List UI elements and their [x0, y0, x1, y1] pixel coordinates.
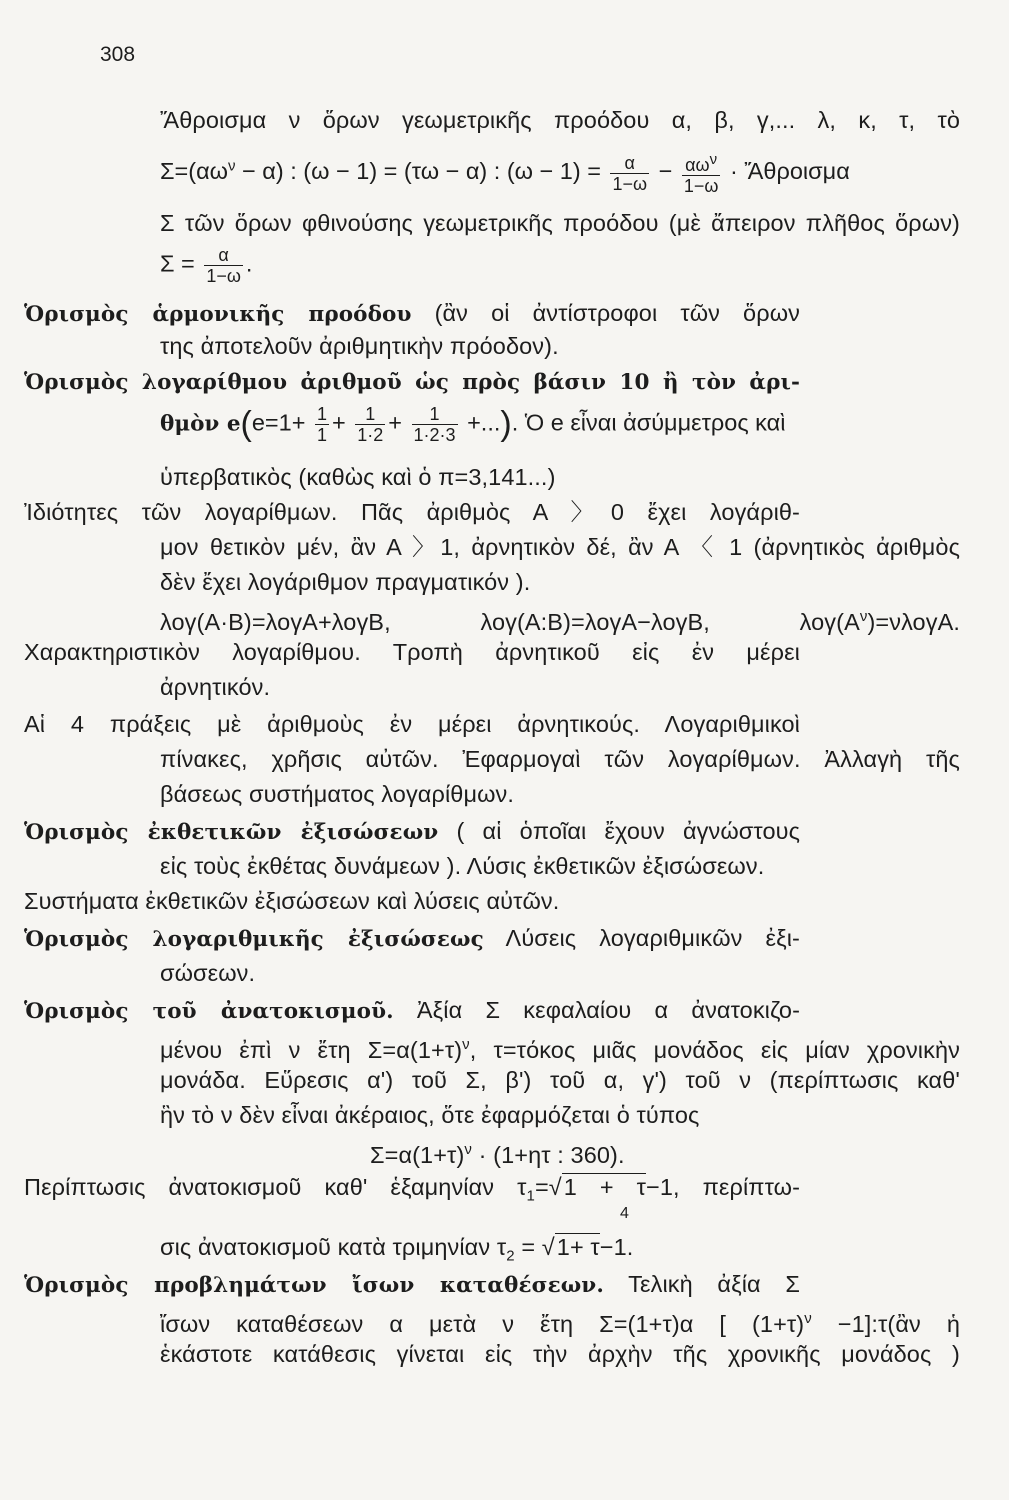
text-line-33: ἑκάστοτε κατάθεσις γίνεται εἰς τὴν ἀρχὴν τῆς χρονικῆς μονάδος )	[160, 1341, 960, 1367]
text-line-5: Ὁρισμὸς ἁρμονικῆς προόδου (ἂν οἱ ἀντίστροφοι τῶν ὅρων	[24, 300, 800, 327]
formula-infinite-sum: Σ = $\frac{\alpha}{1-\omega}$ .	[160, 245, 253, 286]
text-line-26: μονάδα. Εὕρεσις α') τοῦ Σ, β') τοῦ α, γ') τοῦ ν (περίπτωσις καθ'	[160, 1067, 960, 1093]
fraction-a-over-1-minus-w: $\frac{\alpha}{1-\omega}$	[612, 152, 648, 194]
fraction-1-over-1: $\frac{1}{1}$	[316, 404, 327, 445]
text-line-23: σώσεων.	[160, 960, 256, 986]
root-index-4: 4	[620, 1205, 629, 1222]
text-line-30: σις ἀνατοκισμοῦ κατὰ τριμηνίαν $\tau_2 = √1+ \tau-1$.	[160, 1234, 634, 1265]
text-line-3: Σ τῶν ὅρων φθινούσης γεωμετρικῆς προόδου (μὲ ἄπειρον πλῆθος ὅρων)	[160, 210, 960, 236]
text-line-22: Ὁρισμὸς λογαριθμικῆς ἐξισώσεως Λύσεις λογαριθμικῶν ἐξι-	[24, 925, 800, 952]
text-line-25: μένου ἐπὶ ν ἔτη $\Sigma=\alpha(1+\tau)^\nu$, τ=τόκος μιᾶς μονάδος εἰς μίαν χρονικὴν	[160, 1036, 961, 1063]
text-line-18: βάσεως συστήματος λογαρίθμων.	[160, 781, 515, 807]
text-line-17: πίνακες, χρῆσις αὐτῶν. Ἐφαρμογαὶ τῶν λογαρίθμων. Ἀλλαγὴ τῆς	[160, 746, 960, 772]
formula-compound-interest-fractional: $\Sigma=\alpha(1+\tau)^\nu \cdot (1+\eta\tau$ : 360).	[370, 1141, 625, 1168]
text-line-20: εἰς τοὺς ἐκθέτας δυνάμεων ). Λύσις ἐκθετικῶν ἐξισώσεων.	[160, 853, 765, 879]
page-number: 308	[100, 43, 136, 66]
text-line-31: Ὁρισμὸς προβλημάτων ἴσων καταθέσεων. Τελικὴ ἀξία Σ	[24, 1271, 800, 1298]
fraction-awn-over-1-minus-w: $\frac{\alpha\omega^\nu}{1-\omega}$	[683, 151, 719, 196]
heading-harmonic-progression: Ὁρισμὸς ἁρμονικῆς προόδου	[24, 302, 412, 327]
text-line-10: Ἰδιότητες τῶν λογαρίθμων. Πᾶς ἀριθμὸς Α 〉0 ἔχει λογάριθ-	[24, 499, 800, 525]
formula-geometric-sum: $\Sigma=(\alpha\omega^\nu - \alpha)$ : (ω − 1) = (τω − α) : (ω − 1) = $\frac{\alpha}{1-\omega}$ − $\frac{\alpha\omega^\nu}{1-\omega}$ · Ἄθροισμα	[160, 151, 850, 196]
text-line-6: της ἀποτελοῦν ἀριθμητικὴν πρόοδον).	[160, 333, 559, 359]
formula-log-properties: λογ(Α·Β)=λογΑ+λογΒ, λογ(Α:Β)=λογΑ−λογΒ, $\lambda o\gamma(A^\nu)=\nu\lambda o\gamma A$.	[160, 608, 960, 635]
text-line-9: ὑπερβατικὸς (καθὼς καὶ ὁ π=3,141...)	[160, 464, 556, 490]
text-line-14: Χαρακτηριστικὸν λογαρίθμου. Τροπὴ ἀρνητικοῦ εἰς ἐν μέρει	[24, 639, 800, 665]
heading-logarithm-definition: Ὁρισμὸς λογαρίθμου ἀριθμοῦ ὡς πρὸς βάσιν 10 ἢ τὸν ἀρι-	[24, 370, 800, 395]
text-line-12: δὲν ἔχει λογάριθμον πραγματικόν ).	[160, 569, 531, 595]
text-line-1: Ἄθροισμα ν ὅρων γεωμετρικῆς προόδου α, β, γ,... λ, κ, τ, τὸ	[160, 107, 960, 133]
fraction-1-over-1x2x3: $\frac{1}{1\cdot 2\cdot 3}$	[413, 404, 456, 445]
text-line-11: μον θετικὸν μέν, ἂν Α 〉1, ἀρνητικὸν δέ, ἂν Α 〈 1 (ἀρνητικὸς ἀριθμὸς	[160, 534, 960, 560]
text-line-16: Αἱ 4 πράξεις μὲ ἀριθμοὺς ἐν μέρει ἀρνητικούς. Λογαριθμικοὶ	[24, 711, 800, 737]
text-line-21: Συστήματα ἐκθετικῶν ἐξισώσεων καὶ λύσεις αὐτῶν.	[24, 888, 560, 914]
heading-equal-deposits: Ὁρισμὸς προβλημάτων ἴσων καταθέσεων.	[24, 1273, 604, 1298]
text-line-29: Περίπτωσις ἀνατοκισμοῦ καθ' ἑξαμηνίαν $\tau_1=√1 + \tau-1$, περίπτω-	[24, 1174, 801, 1205]
heading-compound-interest: Ὁρισμὸς τοῦ ἀνατοκισμοῦ.	[24, 999, 394, 1024]
text-line-15: ἀρνητικόν.	[160, 674, 271, 700]
formula-e-series: θμὸν e(e=1+ $\frac{1}{1}$ + $\frac{1}{1\cdot 2}$ + $\frac{1}{1\cdot 2\cdot 3}$ +...). Ὁ e εἶναι ἀσύμμετρος καὶ	[160, 404, 786, 445]
text-line-27: ἣν τὸ ν δὲν εἶναι ἀκέραιος, ὅτε ἐφαρμόζεται ὁ τύπος	[160, 1102, 700, 1128]
text-line-19: Ὁρισμὸς ἐκθετικῶν ἐξισώσεων ( αἱ ὁποῖαι ἔχουν ἀγνώστους	[24, 818, 800, 845]
fraction-1-over-1x2: $\frac{1}{1\cdot 2}$	[357, 404, 384, 445]
heading-logarithmic-equation: Ὁρισμὸς λογαριθμικῆς ἐξισώσεως	[24, 927, 484, 952]
heading-exponential-equations: Ὁρισμὸς ἐκθετικῶν ἐξισώσεων	[24, 820, 439, 845]
text-line-24: Ὁρισμὸς τοῦ ἀνατοκισμοῦ. Ἀξία Σ κεφαλαίου α ἀνατοκιζο-	[24, 997, 800, 1024]
text-line-32: ἴσων καταθέσεων α μετὰ ν ἔτη Σ=(1+τ)α [ $(1+\tau)^\nu$ −1]:τ(ἂν ἡ	[160, 1310, 960, 1337]
fraction-infinite-sum: $\frac{\alpha}{1-\omega}$	[206, 245, 241, 286]
